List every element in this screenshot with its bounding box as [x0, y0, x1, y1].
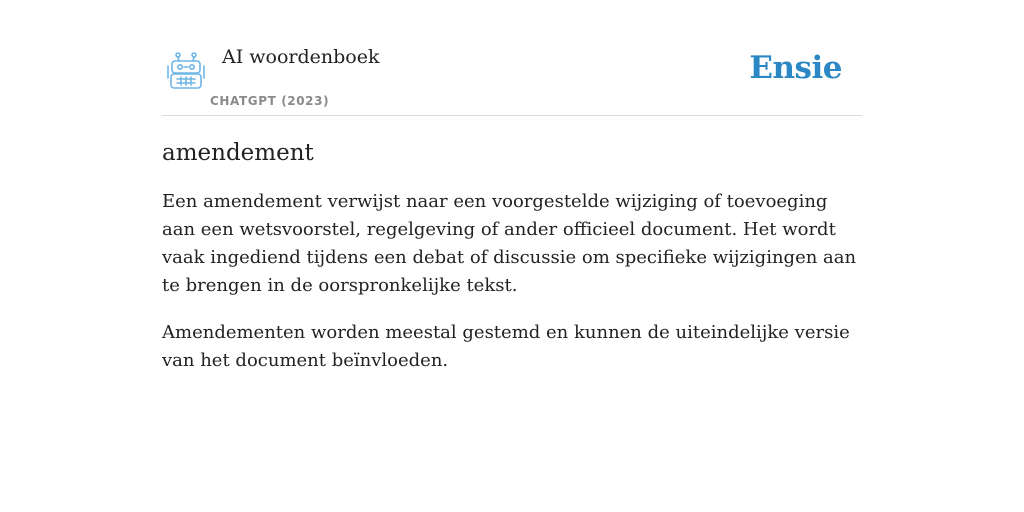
definition-paragraph: Amendementen worden meestal gestemd en kunnen de uiteindelijke versie van het document beïnvloeden.: [162, 322, 850, 371]
source-subtitle: CHATGPT (2023): [210, 94, 330, 108]
source-title: AI woordenboek: [222, 46, 380, 68]
brand-logo[interactable]: Ensie: [749, 50, 842, 86]
definition-card: [162, 40, 862, 375]
entry-term: amendement: [162, 140, 314, 166]
robot-icon: [166, 52, 206, 90]
definition-paragraph: Een amendement verwijst naar een voorgestelde wijziging of toevoeging aan een wetsvoorstel, regelgeving of ander officieel document. Het wordt vaak ingediend tijdens een debat of discussie om specifieke wijzigingen aan te brengen in de oorspronkelijke tekst.: [162, 191, 857, 296]
card-header: [162, 40, 862, 116]
